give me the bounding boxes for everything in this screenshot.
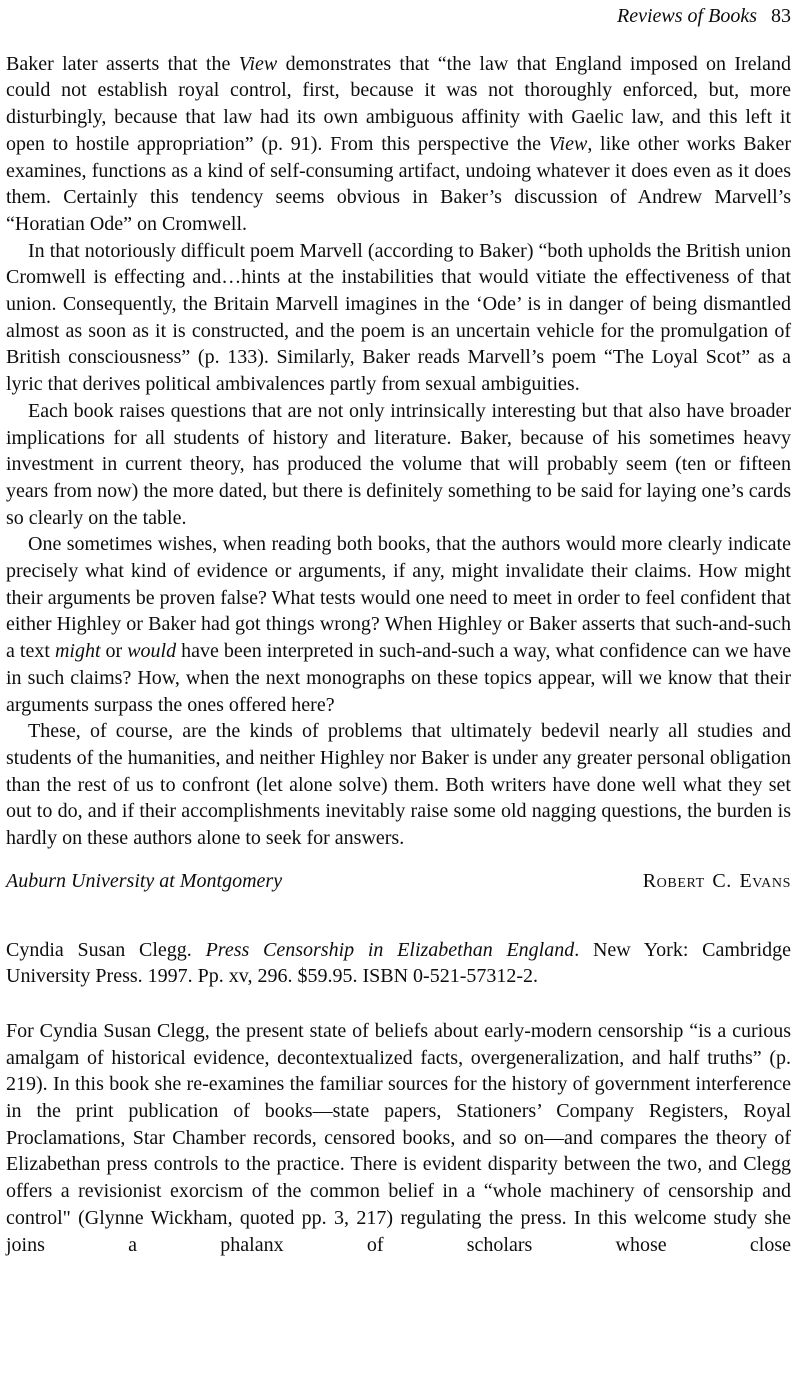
- byline-affiliation: Auburn University at Montgomery: [6, 869, 283, 892]
- byline-reviewer: Robert C. Evans: [642, 869, 791, 892]
- page-number: 83: [771, 5, 791, 27]
- byline: [6, 868, 791, 895]
- review-paragraph: One sometimes wishes, when reading both books, that the authors would more clearly indicate precisely what kind of evidence or arguments, if any, might invalidate their claims. How might their arguments be proven false? What tests would one need to meet in order to feel confident that either Highley or Baker had got things wrong? When Highley or Baker asserts that such-and-such a text might or would have been interpreted in such-and-such a way, what confidence can we have in such claims? How, when the next monographs on these topics appear, will we know that their arguments surpass the ones offered here?: [6, 533, 791, 716]
- review-paragraph: Baker later asserts that the View demonstrates that “the law that England imposed on Ireland could not establish royal control, first, because it was not thoroughly enforced, but, more disturbingly, because that law had its own ambiguous affinity with Gaelic law, and this left it open to hostile appropriation” (p. 91). From this perspective the View, like other works Baker examines, functions as a kind of self-consuming artifact, undoing whatever it does even as it does them. Certainly this tendency seems obvious in Baker’s discussion of Andrew Marvell’s “Horatian Ode” on Cromwell.: [6, 52, 792, 235]
- review-opening-paragraph: For Cyndia Susan Clegg, the present state of beliefs about early-modern censorship “is a curious amalgam of historical evidence, decontextualized facts, overgeneralization, and half truths” (p. 219). In this book she re-examines the familiar sources for the history of government interference in the print publication of books—state papers, Stationers’ Company Registers, Royal Proclamations, Star Chamber records, censored books, and so on—and compares the theory of Elizabethan press controls to the practice. There is evident disparity between the two, and Clegg offers a revisionist exorcism of the common belief in a “whole machinery of censorship and control" (Glynne Wickham, quoted pp. 3, 217) regulating the press. In this welcome study she joins a phalanx of scholars whose close: [6, 1019, 791, 1256]
- review-conclusion: [6, 51, 791, 895]
- running-title: Reviews of Books: [617, 5, 757, 27]
- review-paragraph: In that notoriously difficult poem Marvell (according to Baker) “both upholds the British union Cromwell is effecting and…hints at the instabilities that would vitiate the effectiveness of that union. Consequently, the Britain Marvell imagines in the ‘Ode’ is in danger of being dismantled almost as soon as it is constructed, and the poem is an uncertain vehicle for the promulgation of British consciousness” (p. 133). Similarly, Baker reads Marvell’s poem “The Loyal Scot” as a lyric that derives political ambivalences partly from sexual ambiguities.: [6, 239, 791, 396]
- review-paragraph: Each book raises questions that are not only intrinsically interesting but that also have broader implications for all students of history and literature. Baker, because of his sometimes heavy investment in current theory, has produced the volume that will probably seem (ten or fifteen years from now) the more dated, but there is definitely something to be said for laying one’s cards so clearly on the table.: [6, 399, 791, 529]
- book-citation: Cyndia Susan Clegg. Press Censorship in Elizabethan England. New York: Cambridge University Press. 1997. Pp. xv, 296. $59.95. ISBN 0-521-57312-2.: [6, 938, 792, 988]
- review-paragraph: These, of course, are the kinds of problems that ultimately bedevil nearly all studies and students of the humanities, and neither Highley nor Baker is under any greater personal obligation than the rest of us to confront (let alone solve) them. Both writers have done well what they set out to do, and if their accomplishments inevitably raise some old nagging questions, the burden is hardly on these authors alone to seek for answers.: [6, 720, 791, 850]
- next-review: [6, 937, 791, 1259]
- page-header: [6, 3, 791, 30]
